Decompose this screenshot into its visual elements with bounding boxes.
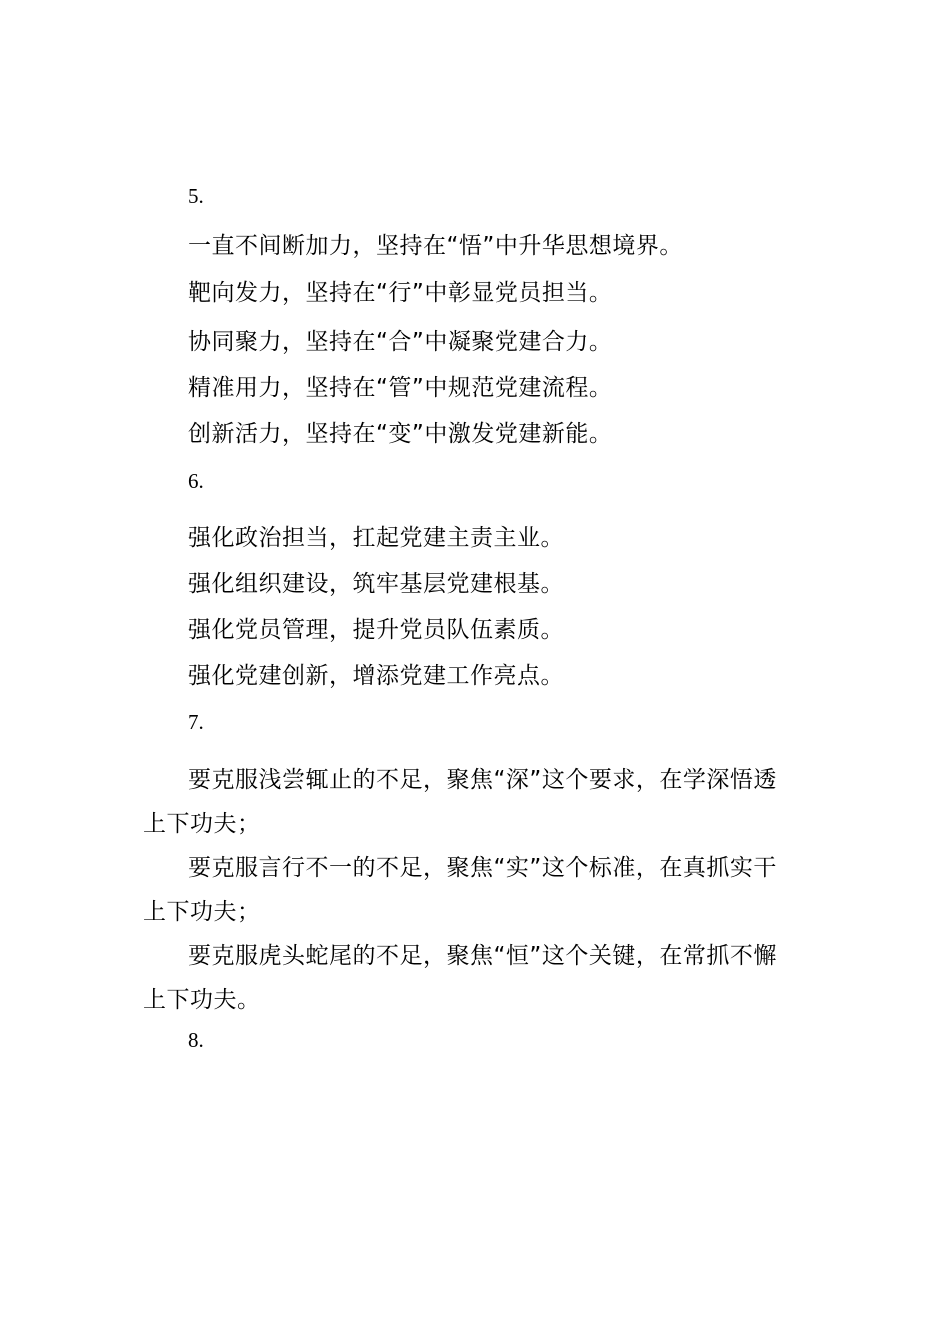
section-number-5: 5.	[188, 184, 204, 208]
section-number-8: 8.	[188, 1028, 204, 1052]
section-7-paragraph-2: 要克服言行不一的不足，聚焦“实”这个标准，在真抓实干上下功夫；	[143, 855, 777, 925]
section-5-line-1: 一直不间断加力，坚持在“悟”中升华思想境界。	[188, 233, 683, 259]
section-5-line-5: 创新活力，坚持在“变”中激发党建新能。	[188, 421, 613, 447]
section-6-line-2: 强化组织建设，筑牢基层党建根基。	[188, 571, 564, 597]
section-7-paragraph-1: 要克服浅尝辄止的不足，聚焦“深”这个要求，在学深悟透上下功夫；	[143, 767, 777, 837]
section-7-paragraph-3: 要克服虎头蛇尾的不足，聚焦“恒”这个关键，在常抓不懈上下功夫。	[143, 943, 777, 1013]
section-6-line-3: 强化党员管理，提升党员队伍素质。	[188, 617, 564, 643]
section-5-line-2: 靶向发力，坚持在“行”中彰显党员担当。	[188, 280, 613, 306]
section-5-line-4: 精准用力，坚持在“管”中规范党建流程。	[188, 375, 613, 401]
section-number-7: 7.	[188, 710, 204, 734]
section-number-6: 6.	[188, 469, 204, 493]
section-6-line-4: 强化党建创新，增添党建工作亮点。	[188, 663, 564, 689]
section-5-line-3: 协同聚力，坚持在“合”中凝聚党建合力。	[188, 329, 613, 355]
section-6-line-1: 强化政治担当，扛起党建主责主业。	[188, 525, 564, 551]
